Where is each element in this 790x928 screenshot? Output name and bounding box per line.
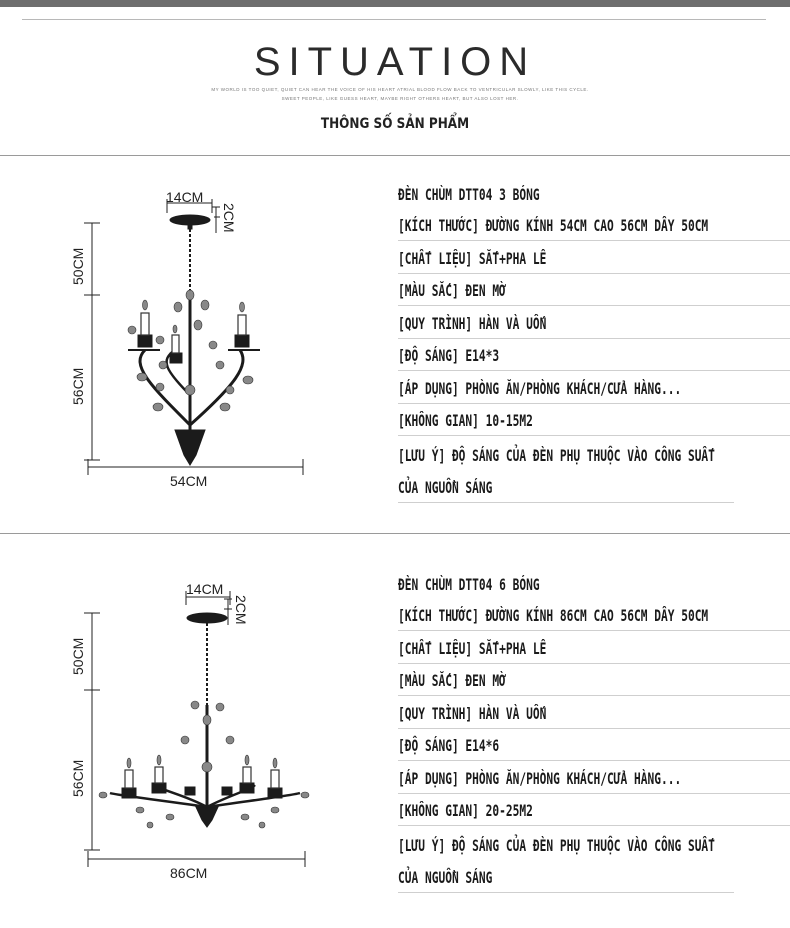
top-bar [0, 0, 790, 7]
page-title: SITUATION [253, 40, 537, 84]
canopy-width-label: 14CM [186, 581, 224, 597]
spec-space: [KHÔNG GIAN] 10-15M2 [398, 404, 790, 437]
spec-application: [ÁP DỤNG] PHÒNG ĂN/PHÒNG KHÁCH/CỬA HÀNG... [398, 371, 790, 404]
top-divider [22, 19, 766, 20]
spec-process: [QUY TRÌNH] HÀN VÀ UỐN [398, 696, 790, 729]
height-label: 56CM [70, 367, 86, 405]
spec-size: [KÍCH THƯỚC] ĐƯỜNG KÍNH 86CM CAO 56CM DÂY 50CM [398, 599, 790, 632]
product-2-figure [0, 545, 395, 905]
spec-application: [ÁP DỤNG] PHÒNG ĂN/PHÒNG KHÁCH/CỬA HÀNG... [398, 761, 790, 794]
chandelier-6-bulb-drawing [0, 545, 395, 905]
canopy-height-label: 2CM [221, 203, 237, 233]
chain-length-label: 50CM [70, 637, 86, 675]
canopy-height-label: 2CM [233, 595, 249, 625]
spec-size: [KÍCH THƯỚC] ĐƯỜNG KÍNH 54CM CAO 56CM DÂY 50CM [398, 209, 790, 242]
product-1-figure [0, 155, 395, 515]
spec-brightness: [ĐỘ SÁNG] E14*6 [398, 729, 790, 762]
tagline-line-1: MY WORLD IS TOO QUIET, QUIET CAN HEAR THE VOICE OF HIS HEART ATRIAL BLOOD FLOW BACK TO VENTRICULAR SLOWLY, LIKE THIS CYCLE. [211, 87, 589, 92]
section-subtitle: THÔNG SỐ SẢN PHẨM [320, 116, 470, 132]
spec-material: [CHẤT LIỆU] SẮT+PHA LÊ [398, 241, 790, 274]
spec-note: [LƯU Ý] ĐỘ SÁNG CỦA ĐÈN PHỤ THUỘC VÀO CÔNG SUẤT CỦA NGUỒN SÁNG [398, 826, 734, 893]
section-divider [0, 533, 790, 534]
spec-color: [MÀU SẮC] ĐEN MỜ [398, 274, 790, 307]
chain-length-label: 50CM [70, 247, 86, 285]
height-label: 56CM [70, 759, 86, 797]
spec-brightness: [ĐỘ SÁNG] E14*3 [398, 339, 790, 372]
tagline-line-2: SWEET PEOPLE, LIKE GUESS HEART, MAYBE RIGHT OTHERS HEART, BUT ALSO LOST HER. [281, 96, 519, 101]
spec-process: [QUY TRÌNH] HÀN VÀ UỐN [398, 306, 790, 339]
spec-color: [MÀU SẮC] ĐEN MỜ [398, 664, 790, 697]
product-name: ĐÈN CHÙM DTT04 3 BÓNG [398, 184, 540, 204]
diameter-label: 86CM [170, 865, 208, 881]
diameter-label: 54CM [170, 473, 208, 489]
canopy-width-label: 14CM [166, 189, 204, 205]
chandelier-3-bulb-drawing [0, 155, 395, 515]
spec-material: [CHẤT LIỆU] SẮT+PHA LÊ [398, 631, 790, 664]
spec-note: [LƯU Ý] ĐỘ SÁNG CỦA ĐÈN PHỤ THUỘC VÀO CÔNG SUẤT CỦA NGUỒN SÁNG [398, 436, 734, 503]
product-1-specs [398, 176, 790, 503]
product-2-specs [398, 566, 790, 893]
product-name: ĐÈN CHÙM DTT04 6 BÓNG [398, 574, 540, 594]
spec-space: [KHÔNG GIAN] 20-25M2 [398, 794, 790, 827]
